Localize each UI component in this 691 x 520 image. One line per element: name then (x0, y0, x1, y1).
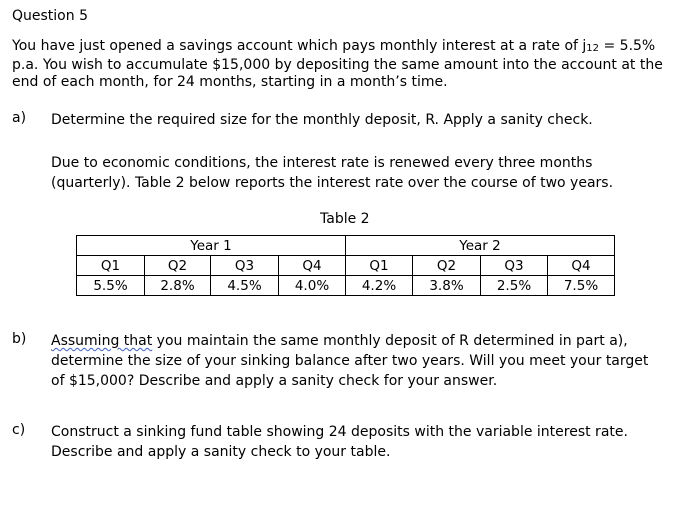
rate-cell: 7.5% (548, 276, 615, 296)
intro-line-3: end of each month, for 24 months, starting in a month’s time. (12, 74, 448, 90)
part-a-label: a) (12, 110, 27, 126)
context-line-2: (quarterly). Table 2 below reports the interest rate over the course of two years. (51, 175, 614, 191)
quarter-cell: Q2 (145, 256, 211, 276)
intro-line-1-post: = 5.5% (599, 38, 656, 54)
rate-cell: 4.0% (279, 276, 346, 296)
rate-cell: 5.5% (77, 276, 145, 296)
spellcheck-underlined-word: Assuming that (51, 333, 153, 349)
year-2-header: Year 2 (346, 236, 615, 256)
part-b-line-2: determine the size of your sinking balance after two years. Will you meet your target (51, 353, 649, 369)
part-c-label: c) (12, 422, 26, 438)
quarter-cell: Q3 (481, 256, 548, 276)
table-header-row (77, 236, 615, 256)
context-line-1: Due to economic conditions, the interest rate is renewed every three months (51, 155, 593, 171)
quarter-cell: Q4 (279, 256, 346, 276)
question-intro (12, 38, 682, 91)
part-c-line-2: Describe and apply a sanity check to your table. (51, 444, 391, 460)
part-b-line-1 (51, 331, 628, 351)
part-b-line-1-rest: you maintain the same monthly deposit of R determined in part a), (152, 333, 628, 349)
part-c-line-1: Construct a sinking fund table showing 24 deposits with the variable interest rate. (51, 424, 628, 440)
part-b-label: b) (12, 331, 27, 347)
rate-cell: 2.5% (481, 276, 548, 296)
intro-line-1 (12, 38, 682, 57)
quarter-cell: Q3 (211, 256, 279, 276)
part-a-text: Determine the required size for the monthly deposit, R. Apply a sanity check. (51, 112, 593, 128)
quarter-cell: Q1 (346, 256, 413, 276)
table-caption: Table 2 (320, 211, 370, 227)
quarter-cell: Q1 (77, 256, 145, 276)
table-rate-row (77, 276, 615, 296)
quarter-cell: Q2 (413, 256, 481, 276)
intro-line-1-pre: You have just opened a savings account which pays monthly interest at a rate of j (12, 38, 587, 54)
intro-subscript: 12 (586, 43, 600, 54)
rate-cell: 3.8% (413, 276, 481, 296)
question-title: Question 5 (12, 8, 88, 24)
intro-line-2: p.a. You wish to accumulate $15,000 by depositing the same amount into the account at the (12, 57, 663, 73)
part-b-line-3: of $15,000? Describe and apply a sanity check for your answer. (51, 373, 498, 389)
quarter-cell: Q4 (548, 256, 615, 276)
rate-cell: 4.5% (211, 276, 279, 296)
rate-cell: 2.8% (145, 276, 211, 296)
interest-rate-table (76, 235, 615, 296)
year-1-header: Year 1 (77, 236, 346, 256)
rate-cell: 4.2% (346, 276, 413, 296)
table-quarter-row (77, 256, 615, 276)
